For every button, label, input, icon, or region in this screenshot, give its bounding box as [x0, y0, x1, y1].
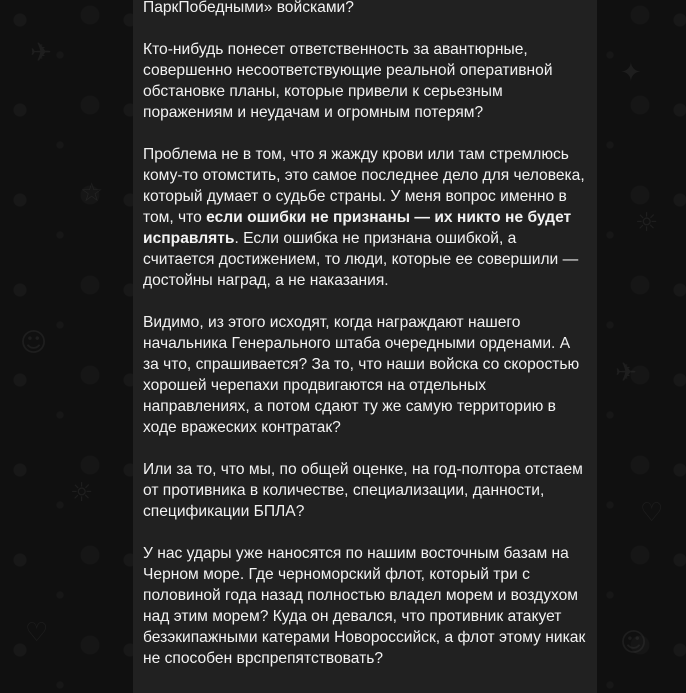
rocket-doodle-icon: ✈	[615, 358, 637, 388]
text-segment: Или за то, что мы, по общей оценке, на год-полтора отстаем от противника в количестве, специализации, данности, спецификации БПЛА?	[143, 461, 583, 520]
bold-text-segment: если ошибки не признаны — их никто не будет исправлять	[143, 209, 572, 247]
text-segment: . Если ошибка не признана ошибкой, а считается достижением, то люди, которые ее совершили — достойны наград, а не наказания.	[143, 230, 579, 289]
message-paragraph	[143, 312, 587, 438]
text-segment: Кто-нибудь понесет ответственность за авантюрные, совершенно несоответствующие реальной оперативной обстановке планы, которые привели к серьезным поражениям и неудачам и огромным потерям?	[143, 41, 553, 121]
text-segment: Видимо, из этого исходят, когда награждают нашего начальника Генерального штаба очередными орденами. А за что, спрашивается? За то, что наши войска со скоростью хорошей черепахи продвигаются на отдельных направлениях, а потом сдают ту же самую территорию в ходе вражеских контратак?	[143, 314, 580, 436]
planet-doodle-icon: ☼	[635, 208, 659, 238]
text-segment: У нас удары уже наносятся по нашим восточным базам на Черном море. Где черноморский флот, который три с половиной года назад полностью владел морем и воздухом над этим морем? Куда он девался, что противник атакует безэкипажными катерами Новороссийск, а флот этому никак не способен врспрепятствовать?	[143, 545, 586, 667]
star-doodle-icon: ☆	[80, 178, 104, 208]
heart-doodle-icon: ♡	[640, 498, 664, 528]
message-paragraph	[143, 39, 587, 123]
star-doodle-icon: ✦	[620, 58, 642, 88]
message-paragraph	[143, 543, 587, 669]
message-paragraph	[143, 144, 587, 291]
bear-doodle-icon: ☺	[20, 328, 48, 358]
message-text	[143, 0, 587, 669]
message-bubble[interactable]	[133, 0, 597, 693]
text-segment: ПаркПобедными» войсками?	[143, 0, 354, 16]
planet-doodle-icon: ☼	[70, 478, 94, 508]
message-paragraph	[143, 0, 587, 18]
message-paragraph	[143, 459, 587, 522]
text-segment: Проблема не в том, что я жажду крови или там стремлюсь кому-то отомстить, это самое последнее дело для человека, который думает о судьбе страны. У меня вопрос именно в том, что	[143, 146, 585, 226]
rocket-doodle-icon: ✈	[30, 38, 52, 68]
bear-doodle-icon: ☺	[620, 628, 648, 658]
heart-doodle-icon: ♡	[25, 618, 49, 648]
